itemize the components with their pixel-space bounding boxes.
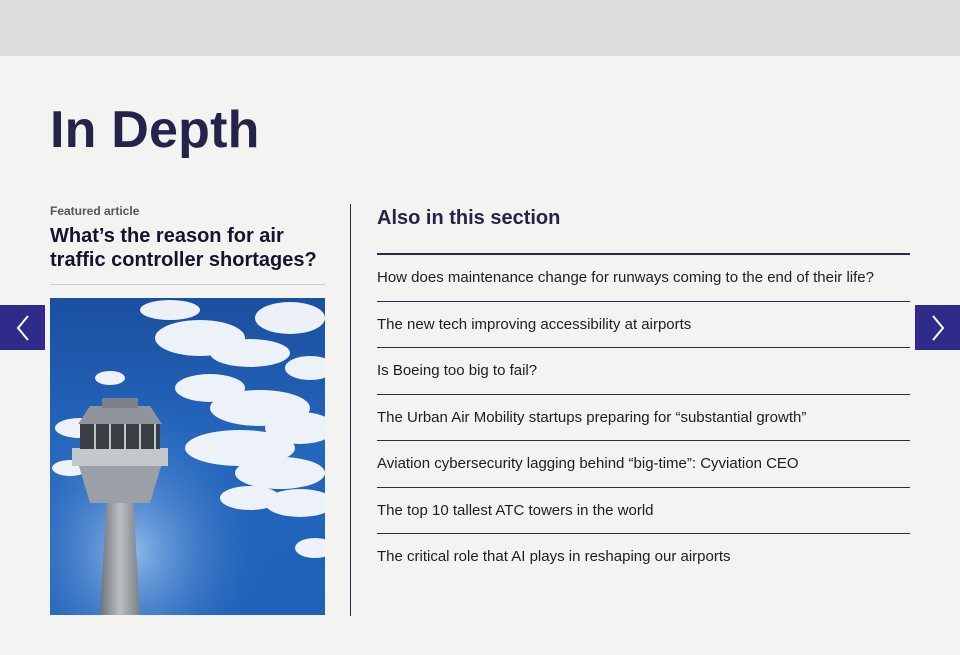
- list-item[interactable]: The Urban Air Mobility startups preparing for “substantial growth”: [377, 395, 910, 442]
- top-bar: [0, 0, 960, 56]
- featured-image[interactable]: [50, 298, 325, 615]
- list-item[interactable]: Aviation cybersecurity lagging behind “big-time”: Cyviation CEO: [377, 441, 910, 488]
- control-tower-photo: [50, 298, 325, 615]
- featured-label: Featured article: [50, 204, 140, 218]
- list-item[interactable]: Is Boeing too big to fail?: [377, 348, 910, 395]
- chevron-left-icon: [15, 314, 31, 342]
- list-item[interactable]: The top 10 tallest ATC towers in the world: [377, 488, 910, 535]
- column-divider: [350, 204, 351, 616]
- list-item[interactable]: The critical role that AI plays in reshaping our airports: [377, 548, 731, 566]
- featured-title[interactable]: What’s the reason for air traffic controller shortages?: [50, 224, 325, 285]
- list-item[interactable]: How does maintenance change for runways coming to the end of their life?: [377, 255, 910, 302]
- also-in-section: [377, 204, 910, 580]
- list-item[interactable]: The new tech improving accessibility at airports: [377, 302, 910, 349]
- section-title: In Depth: [50, 101, 260, 159]
- also-title: Also in this section: [377, 204, 910, 255]
- article-list: [377, 255, 910, 580]
- featured-article[interactable]: [50, 204, 325, 285]
- chevron-right-icon: [930, 314, 946, 342]
- carousel-next-button[interactable]: [915, 305, 960, 350]
- carousel-prev-button[interactable]: [0, 305, 45, 350]
